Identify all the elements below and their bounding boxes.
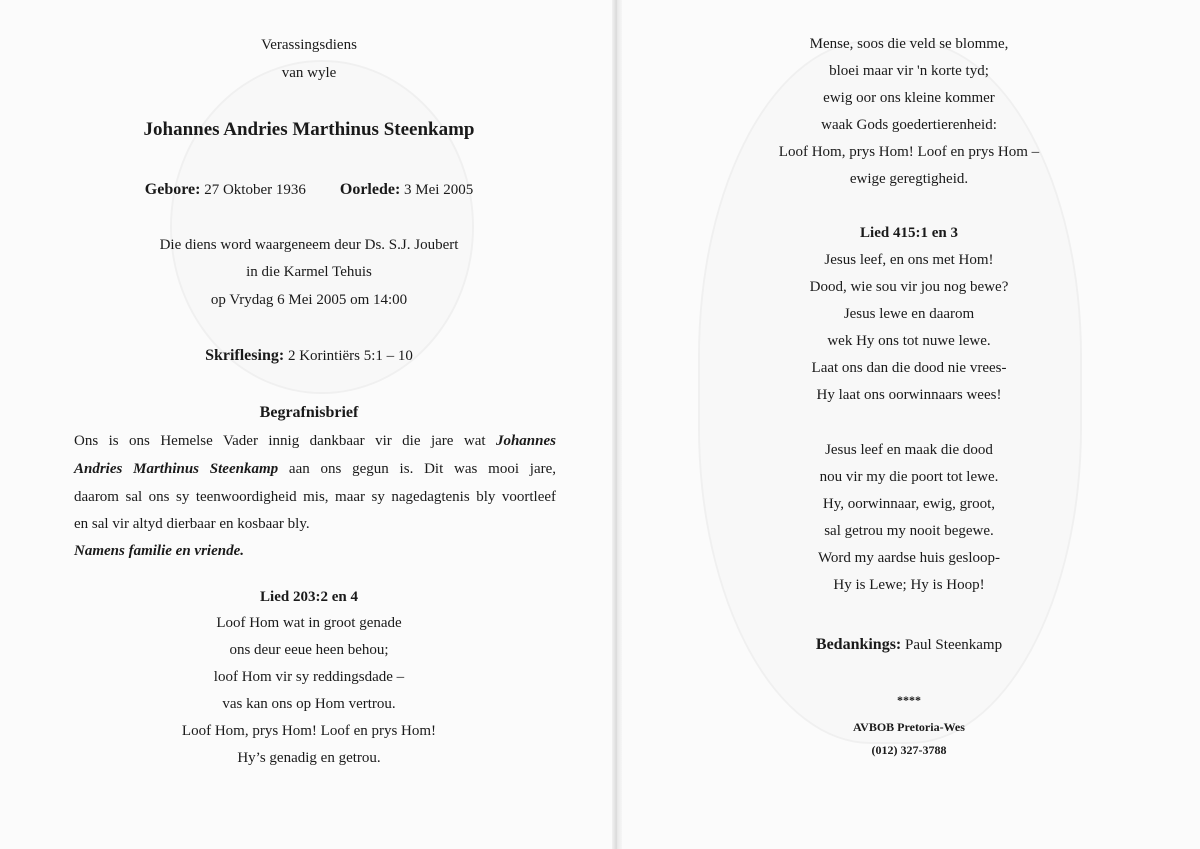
scripture-value: 2 Korintiërs 5:1 – 10 — [284, 348, 413, 364]
hymn-2-line: wek Hy ons tot nuwe lewe. — [827, 333, 991, 349]
hymn-1-line: Loof Hom, prys Hom! Loof en prys Hom! — [181, 723, 437, 739]
hymn-2-title: Lied 415:1 en 3 — [860, 225, 958, 241]
funeral-home-phone: (012) 327-3788 — [871, 743, 947, 757]
letter-line — [74, 459, 556, 479]
dates-line — [0, 180, 618, 200]
letter-line: daarom sal ons sy teenwoordigheid mis, maar sy nagedagtenis bly voortleef — [74, 489, 556, 505]
acknowledgements-value: Paul Steenkamp — [901, 637, 1003, 653]
verse-line: Loof Hom, prys Hom! Loof en prys Hom – — [778, 144, 1040, 160]
hymn-2-line: Dood, wie sou vir jou nog bewe? — [809, 279, 1009, 295]
acknowledgements-label: Bedankings: — [815, 636, 902, 653]
right-page — [618, 0, 1200, 849]
hymn-1-line: loof Hom vir sy reddingsdade – — [213, 669, 405, 685]
died-date: 3 Mei 2005 — [400, 182, 474, 198]
hymn-1-title: Lied 203:2 en 4 — [260, 589, 358, 605]
acknowledgements — [618, 635, 1200, 655]
letter-name-part: Andries Marthinus Steenkamp — [74, 461, 279, 477]
letter-line — [74, 431, 556, 451]
deceased-name: Johannes Andries Marthinus Steenkamp — [143, 119, 475, 140]
scripture-reading — [0, 346, 618, 366]
scripture-label: Skriflesing: — [205, 347, 285, 364]
hymn-2-line: Hy laat ons oorwinnaars wees! — [816, 387, 1002, 403]
hymn-1-line: Loof Hom wat in groot genade — [216, 615, 402, 631]
hymn-2-line: Jesus leef, en ons met Hom! — [824, 252, 994, 268]
service-line: op Vrydag 6 Mei 2005 om 14:00 — [210, 292, 408, 308]
hymn-2-line: Jesus leef en maak die dood — [825, 442, 993, 458]
letter-text: Ons is ons Hemelse Vader innig dankbaar vir die jare wat — [74, 433, 496, 449]
faded-photo-watermark — [170, 60, 474, 394]
letter-title: Begrafnisbrief — [259, 404, 359, 421]
letter-name-part: Johannes — [495, 433, 556, 449]
letter-line: en sal vir altyd dierbaar en kosbaar bly. — [74, 516, 310, 532]
service-line: in die Karmel Tehuis — [246, 264, 372, 280]
hymn-1-line: ons deur eeue heen behou; — [229, 642, 389, 658]
verse-line: waak Gods goedertierenheid: — [821, 117, 997, 133]
hymn-2-line: nou vir my die poort tot lewe. — [819, 469, 999, 485]
funeral-home-name: AVBOB Pretoria-Wes — [853, 720, 965, 734]
hymn-1-line: Hy’s genadig en getrou. — [237, 750, 381, 766]
hymn-1-line: vas kan ons op Hom vertrou. — [222, 696, 396, 712]
verse-line: bloei maar vir 'n korte tyd; — [829, 63, 989, 79]
hymn-2-line: Hy is Lewe; Hy is Hoop! — [833, 577, 985, 593]
letter-text: aan ons gegun is. Dit was mooi jare, — [278, 461, 556, 477]
verse-line: Mense, soos die veld se blomme, — [809, 36, 1009, 52]
hymn-2-line: Word my aardse huis gesloop- — [817, 550, 1001, 566]
died-label: Oorlede: — [339, 181, 401, 198]
hymn-2-line: Jesus lewe en daarom — [843, 306, 975, 322]
hymn-2-line: Hy, oorwinnaar, ewig, groot, — [822, 496, 996, 512]
born-date: 27 Oktober 1936 — [200, 182, 306, 198]
service-line: Die diens word waargeneem deur Ds. S.J. Joubert — [159, 237, 459, 253]
intro-line-1: Verassingsdiens — [261, 37, 357, 53]
hymn-2-line: Laat ons dan die dood nie vrees- — [811, 360, 1007, 376]
verse-line: ewig oor ons kleine kommer — [823, 90, 995, 106]
verse-line: ewige geregtigheid. — [849, 171, 969, 187]
born-label: Gebore: — [144, 181, 201, 198]
hymn-2-line: sal getrou my nooit begewe. — [824, 523, 994, 539]
letter-signoff: Namens familie en vriende. — [74, 543, 244, 559]
separator-stars: **** — [897, 693, 921, 707]
intro-line-2: van wyle — [281, 65, 337, 81]
